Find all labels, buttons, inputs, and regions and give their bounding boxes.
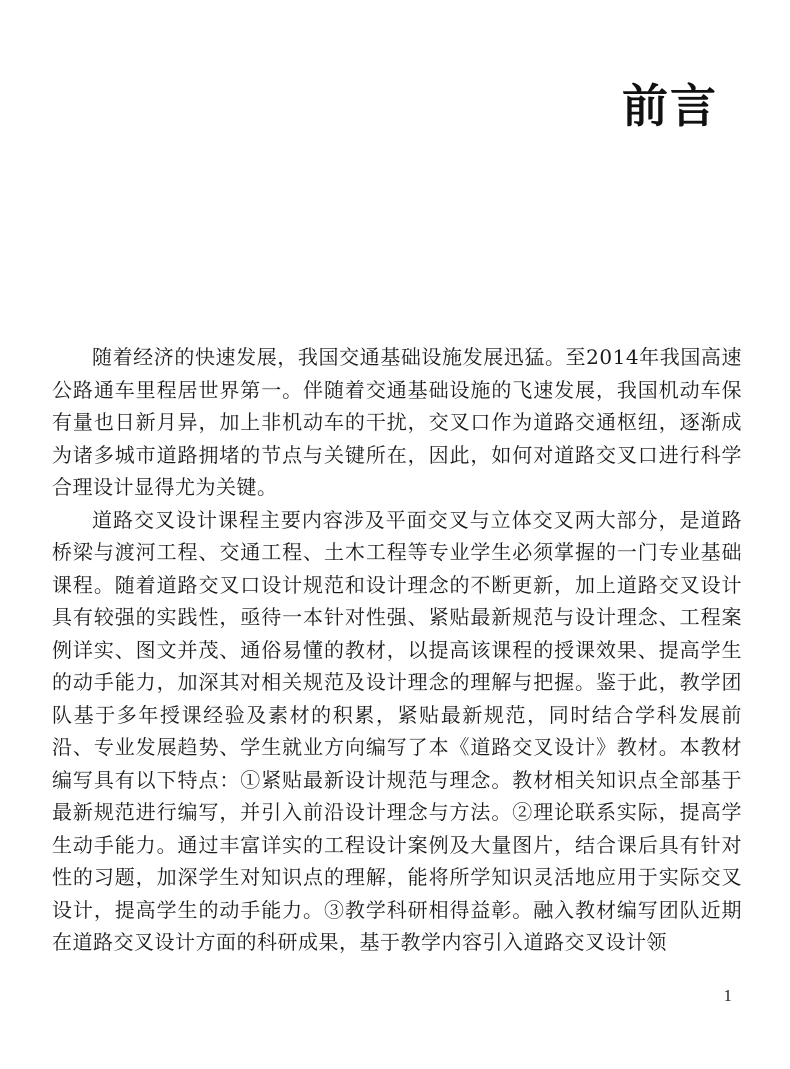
paragraph-1: 随着经济的快速发展，我国交通基础设施发展迅猛。至2014年我国高速公路通车里程居世界第一。伴随着交通基础设施的飞速发展，我国机动车保有量也日新月异，加上非机动车的干扰，交叉口作为道路交通枢纽，逐渐成为诸多城市道路拥堵的节点与关键所在，因此，如何对道路交叉口进行科学合理设计显得尤为关键。 xyxy=(52,345,742,499)
body-text xyxy=(52,341,742,959)
page-number: 1 xyxy=(723,986,732,1005)
paragraph-2: 道路交叉设计课程主要内容涉及平面交叉与立体交叉两大部分，是道路桥梁与渡河工程、交通工程、土木工程等专业学生必须掌握的一门专业基础课程。随着道路交叉口设计规范和设计理念的不断更新，加上道路交叉设计具有较强的实践性，亟待一本针对性强、紧贴最新规范与设计理念、工程案例详实、图文并茂、通俗易懂的教材，以提高该课程的授课效果、提高学生的动手能力，加深其对相关规范及设计理念的理解与把握。鉴于此，教学团队基于多年授课经验及素材的积累，紧贴最新规范，同时结合学科发展前沿、专业发展趋势、学生就业方向编写了本《道路交叉设计》教材。本教材编写具有以下特点：①紧贴最新设计规范与理念。教材相关知识点全部基于最新规范进行编写，并引入前沿设计理念与方法。②理论联系实际，提高学生动手能力。通过丰富详实的工程设计案例及大量图片，结合课后具有针对性的习题，加深学生对知识点的理解，能将所学知识灵活地应用于实际交叉设计，提高学生的动手能力。③教学科研相得益彰。融入教材编写团队近期在道路交叉设计方面的科研成果，基于教学内容引入道路交叉设计领 xyxy=(52,507,742,954)
page-title: 前言 xyxy=(622,79,718,133)
